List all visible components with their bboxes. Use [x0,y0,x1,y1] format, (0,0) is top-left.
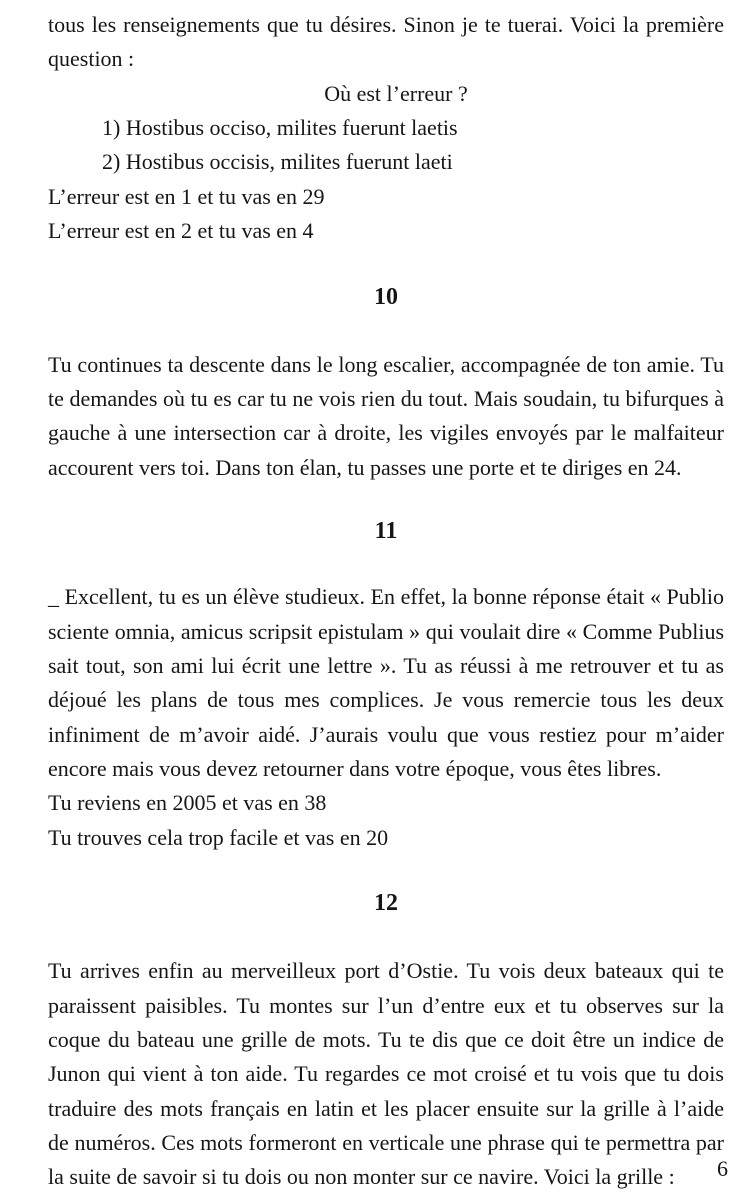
section-11-paragraph [48,580,724,786]
page-number: 6 [717,1155,728,1181]
dialogue-dash: _ [48,584,59,610]
section-number-11: 11 [374,517,398,544]
choice-line-2[interactable]: L’erreur est en 2 et tu vas en 4 [48,217,314,243]
section-11-text: Excellent, tu es un élève studieux. En effet, la bonne réponse était « Publio sciente omnia, amicus scripsit epistulam » qui voulait dire « Comme Publius sait tout, son ami lui écrit une lettre ». Tu as réussi à me retrouver et tu as déjoué les plans de tous mes complices. Je vous remercie tous les deux infiniment de m’avoir aidé. J’aurais voulu que vous restiez pour m’aider encore mais vous devez retourner dans votre époque, vous êtes libres. [48,584,724,781]
option-1: 1) Hostibus occiso, milites fuerunt laetis [102,114,458,140]
question-line: Où est l’erreur ? [324,80,468,106]
choice-line-4[interactable]: Tu trouves cela trop facile et vas en 20 [48,824,389,850]
section-number-12: 12 [374,889,398,916]
intro-paragraph: tous les renseignements que tu désires. Sinon je te tuerai. Voici la première question : [48,12,724,72]
section-number-10: 10 [374,284,398,311]
section-10-paragraph: Tu continues ta descente dans le long escalier, accompagnée de ton amie. Tu te demandes où tu es car tu ne vois rien du tout. Mais soudain, tu bifurques à gauche à une intersection car à droite, les vigiles envoyés par le malfaiteur accourent vers toi. Dans ton élan, tu passes une porte et te diriges en 24. [48,351,724,480]
option-2: 2) Hostibus occisis, milites fuerunt laeti [102,149,453,175]
choice-line-1[interactable]: L’erreur est en 1 et tu vas en 29 [48,183,325,209]
page-content [48,8,724,1194]
choice-line-3[interactable]: Tu reviens en 2005 et vas en 38 [48,790,327,816]
section-12-paragraph: Tu arrives enfin au merveilleux port d’Ostie. Tu vois deux bateaux qui te paraissent paisibles. Tu montes sur l’un d’entre eux et tu observes sur la coque du bateau une grille de mots. Tu te dis que ce doit être un indice de Junon qui vient à ton aide. Tu regardes ce mot croisé et tu vois que tu dois traduire des mots français en latin et les placer ensuite sur la grille à l’aide de numéros. Ces mots formeront en verticale une phrase qui te permettra par la suite de savoir si tu dois ou non monter sur ce navire. Voici la grille : [48,958,724,1190]
